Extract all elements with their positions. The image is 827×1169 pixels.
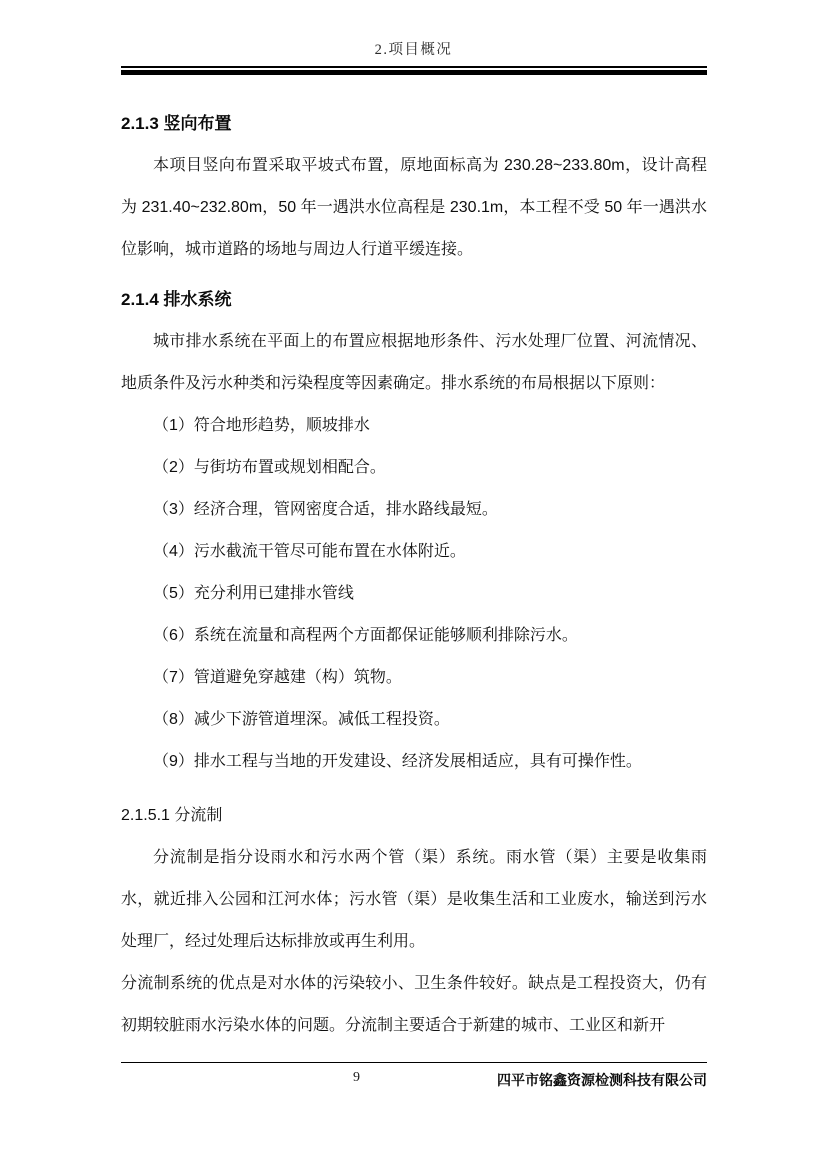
- section-heading-2-1-4: 2.1.4 排水系统: [121, 290, 232, 309]
- subsection-heading-2-1-5-1: 2.1.5.1 分流制: [121, 807, 223, 824]
- section-heading-2-1-3: 2.1.3 竖向布置: [121, 114, 232, 133]
- list-item-1: （1）符合地形趋势，顺坡排水: [153, 417, 370, 434]
- paragraph-separate-system-pros-cons: 分流制系统的优点是对水体的污染较小、卫生条件较好。缺点是工程投资大，仍有初期较脏雨水污染水体的问题。分流制主要适合于新建的城市、工业区和新开: [121, 975, 707, 1034]
- list-item-7: （7）管道避免穿越建（构）筑物。: [153, 669, 402, 686]
- list-item-2: （2）与街坊布置或规划相配合。: [153, 459, 386, 476]
- page-footer: [121, 1062, 707, 1100]
- document-body: [0, 75, 827, 1047]
- list-item-9: （9）排水工程与当地的开发建设、经济发展相适应，具有可操作性。: [153, 753, 642, 770]
- header-rule-thin-line: [121, 66, 707, 68]
- footer-row: [121, 1063, 707, 1100]
- header-title: 2.项目概况: [374, 42, 453, 58]
- header-rule: [121, 66, 707, 75]
- paragraph-drainage-intro: 城市排水系统在平面上的布置应根据地形条件、污水处理厂位置、河流情况、地质条件及污水种类和污染程度等因素确定。排水系统的布局根据以下原则：: [121, 333, 707, 392]
- page-header: [0, 0, 827, 75]
- paragraph-separate-system: 分流制是指分设雨水和污水两个管（渠）系统。雨水管（渠）主要是收集雨水，就近排入公园和江河水体；污水管（渠）是收集生活和工业废水，输送到污水处理厂，经过处理后达标排放或再生利用。: [121, 849, 707, 950]
- list-item-6: （6）系统在流量和高程两个方面都保证能够顺利排除污水。: [153, 627, 578, 644]
- list-item-4: （4）污水截流干管尽可能布置在水体附近。: [153, 543, 466, 560]
- list-item-3: （3）经济合理，管网密度合适，排水路线最短。: [153, 501, 498, 518]
- page-number: 9: [353, 1070, 360, 1085]
- paragraph-vertical-layout: 本项目竖向布置采取平坡式布置，原地面标高为 230.28~233.80m，设计高程为 231.40~232.80m，50 年一遇洪水位高程是 230.1m，本工程不受 50 年一遇洪水位影响，城市道路的场地与周边人行道平缓连接。: [121, 157, 707, 258]
- list-item-8: （8）减少下游管道埋深。减低工程投资。: [153, 711, 450, 728]
- footer-company-name: 四平市铭鑫资源检测科技有限公司: [497, 1072, 707, 1088]
- list-item-5: （5）充分利用已建排水管线: [153, 585, 354, 602]
